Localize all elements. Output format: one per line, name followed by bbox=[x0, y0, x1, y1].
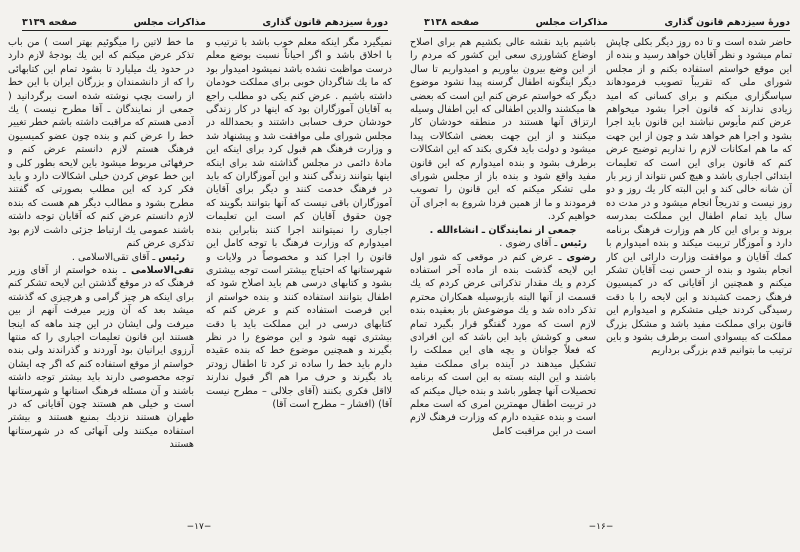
speech-text: ـ بنده خواستم از آقای وزیر فرهنگ که در موقع گذشتن این لایحه تشکر کنم برای اینکه هر چیز گرامی و هرچیزی که گذشته میشد بعد که آن وزیر میرفت آنهم از بین میرفت ولی ایشان در این چند ماهه که اینجا هستند این قانون تعلیمات اجباری را که منتها آرزوی ایرانیان بود آوردند و گذراندند ولی بنده خواستم از موقع استفاده کنم که اگر چه ایشان توجه مخصوصی دارند باید بیشتر توجه داشته باشند و آن مسئله فرهنگ استانها و شهرستانها است و خیلی هم هستند چون آقایانی که در طهران هستند نزدیك بمنبع هستند و بیشتر استفاده میکنند ولی آنهائی که در شهرستانها هستند bbox=[8, 264, 194, 451]
speaker-name: رئیس bbox=[158, 251, 185, 263]
text-column-right bbox=[206, 36, 392, 514]
speaker-name: رضوی bbox=[566, 251, 596, 263]
header-page-number: صفحه ۳۱۳۸ bbox=[424, 17, 480, 28]
page-header bbox=[424, 14, 790, 31]
text-column-right bbox=[606, 36, 792, 514]
header-title: مذاکرات مجلس bbox=[535, 17, 608, 28]
chorus-line: جمعی از نمایندگان ـ انشاءالله . bbox=[429, 224, 577, 236]
left-page bbox=[0, 0, 398, 552]
speaker-name: رئیس bbox=[560, 238, 587, 250]
speech bbox=[410, 251, 596, 439]
text-column-left bbox=[410, 36, 596, 514]
speaker-text: ـ آقای تقی‌الاسلامی . bbox=[71, 251, 156, 263]
header-session: دورهٔ سیزدهم قانون گذاری bbox=[664, 17, 790, 28]
speaker-line bbox=[410, 237, 596, 250]
header-page-number: صفحه ۳۱۳۹ bbox=[22, 17, 78, 28]
paragraph: نمیگیرد مگر اینکه معلم خوب باشد با ترتیب و با اخلاق باشد و اگر احیاناً نسبت بوضع معلم درست مواظبت نشده باشد نمیشود امیدوار بود که ما یك شاگردان خوبی برای مملکت خودمان داشته باشیم . عرض کنم یکی دو مطلب راجع به آقایان آموزگاران بود که اینها در کار زندگی خودشان حرف حسابی داشتند و بحمدالله در مجلس شورای ملی موافقت شد و پیشنهاد شد و وزارت فرهنگ هم قبول کرد برای اینکه این مادهٔ دائمی در مجلس گذاشته شد برای اینکه اینها بتوانند زندگی کنند و این آموزگاران که باید در فرهنگ خدمت کنند و دیگر برای آقایان آموزگاران باقی نیست که آنها بتوانند بگویند که چون حقوق آقایان کم است این تعلیمات اجباری را نمیتوانند اجرا کنند بنابراین بنده امیدوارم که وزارت فرهنگ با توجه کامل این قانون را اجرا کند و مخصوصاً در ولایات و شهرستانها که احتیاج بیشتر است توجه بیشتری بشود و کتابهای درسی هم باید اصلاح شود که اطفال بتوانند استفاده کنند و بنده خواستم از این فرصت استفاده کنم و عرض کنم که کتابهای درسی در این مملکت باید با دقت بیشتری تهیه شود و این موضوع را در نظر بگیرند و همچنین موضوع خط که بنده عقیده دارم باید خط را ساده تر کرد تا اطفال زودتر یاد بگیرند و حرف مرا هم اگر قبول ندارند لااقل فکری بکنند (آقای جلالی – مطرح نیست آقا) (افشار – مطرح است آقا) bbox=[206, 37, 392, 410]
text-column-left bbox=[8, 36, 194, 514]
page-folio: −۱۶− bbox=[588, 522, 614, 532]
page-folio: −۱۷− bbox=[186, 522, 212, 532]
speech-text: ـ عرض کنم در موقعی که شور اول این لایحه گذشت بنده از ماده آخر استفاده کردم و یك مقدار تذکراتی عرض کردم که یك قسمت از آنها البته بازبوسیله همکاران محترم تذکر داده شد و یك موضوعش باز بعقیده بنده لازم است که مورد گفتگو قرار بگیرد تمام سعی و کوشش باید این باشد که این افرادی که فعلاً جوانان و بچه های این مملکت را تشکیل میدهند در آینده برای مملکت مفید باشند و این البته بسته به این است که برنامه تحصیلات آنها چطور باشد و بنده خیال میکنم که در تربیت اطفال مهمترین امری که است معلم است و بنده عقیده دارم که وزارت فرهنگ لازم است در این مراقبت کامل bbox=[410, 251, 596, 437]
header-session: دورهٔ سیزدهم قانون گذاری bbox=[262, 17, 388, 28]
paragraph: حاضر شده است و تا ده روز دیگر بکلی چاپش تمام میشود و نظر آقایان خواهد رسید و بنده از این موقع خواستم استفاده بکنم و از مجلس شورای ملی که تقریباً تصویب فرمودهاند سپاسگزاری میکنم و برای کسانی که امید زیادی ندارند که قانون اجرا بشود میخواهم عرض کنم مأیوس نباشند این قانون باید اجرا بشود و اجرا هم خواهد شد و چون از این جهت که ما هم امکانات لازم را نداریم توضیح عرض کنم که قانون برای این است که تعلیمات ابتدائی اجباری باشد و هیچ کس نتواند از زیر بار آن شانه خالی کند و این البته کار یك روز و دو روز نیست و تدریجاً انجام میشود و در مدت ده سال باید تمام اطفال این مملکت بمدرسه بروند و برای این کار هم وزارت فرهنگ برنامه دارد و آموزگار تربیت میکند و بنده امیدوارم با کمك آقایان و موافقت وزارت دارائی این کار انجام بشود و بنده از حسن نیت آقایان تشکر میکنم و همچنین از آقایانی که در کمیسیون فرهنگ زحمت کشیدند و این لایحه را با دقت رسیدگی کردند خیلی متشکرم و امیدوارم این قانون برای مملکت مفید باشد و مشکل بزرگ مملکت که بیسوادی است برطرف بشود و باین ترتیب ما بتوانیم قدم بزرگی برداریم bbox=[606, 37, 792, 357]
speech bbox=[8, 264, 194, 452]
speaker-text: ـ آقای رضوی . bbox=[499, 238, 558, 250]
right-page bbox=[402, 0, 800, 552]
speaker-line bbox=[8, 251, 194, 264]
paragraph: ما خط لاتین را میگوئیم بهتر است ) من باب تذکر عرض میکنم که این یك بودجهٔ لازم دارد در حدود یك میلیارد تا بشود تمام این کتابهائی را که از دانشمندان و بزرگان ایران با این خط از راست بچپ نوشته شده است برگردانید ( جمعی از نمایندگان ـ آقا مطرح نیست ) یك آدمی هستم که مراقبت داشته باشم خطر تغییر خط را عرض کنم و بنده چون عضو کمیسیون فرهنگ هستم لازم دانستم عرض کنم و حرفهائی مربوط میشود باین لایحه بطور کلی و این خط عوض کردن خیلی اشکالات دارد و باید فکر کرد که این مطلب بصورتی که گفتند مطرح بشود و مطالب دیگر هم هست که بنده لازم دانستم عرض کنم که آقایان توجه داشته باشند عمومی یك ارتباط جزئی داشت لازم بود تذکری عرض کنم bbox=[8, 37, 194, 250]
header-title: مذاکرات مجلس bbox=[133, 17, 206, 28]
page-header bbox=[22, 14, 388, 31]
paragraph: باشیم باید نقشه عالی بکشیم هم برای اصلاح اوضاع کشاورزی سعی این کشور که مردم را از این وضع بیرون بیاوریم و امیدواریم تا سال دیگر اینگونه اطفال گرسنه پیدا نشود موضوع دیگر که خواستم عرض کنم این است که بعضی ها میکشند والدین اطفالی که این اطفال وسیله ارتزاق آنها هستند در منطقه خودشان کار میکنند و از این جهت بعضی اشکالات پیدا میشود و دولت باید فکری بکند که این اشکالات برطرف بشود و بنده امیدوارم که این قانون مفید واقع شود و بنده باز از مجلس شورای ملی تشکر میکنم که این قانون را تصویب فرمودند و ما از همین فردا شروع به اجرای آن خواهیم کرد. bbox=[410, 37, 596, 223]
speaker-name: تقی‌الاسلامی bbox=[130, 264, 194, 276]
